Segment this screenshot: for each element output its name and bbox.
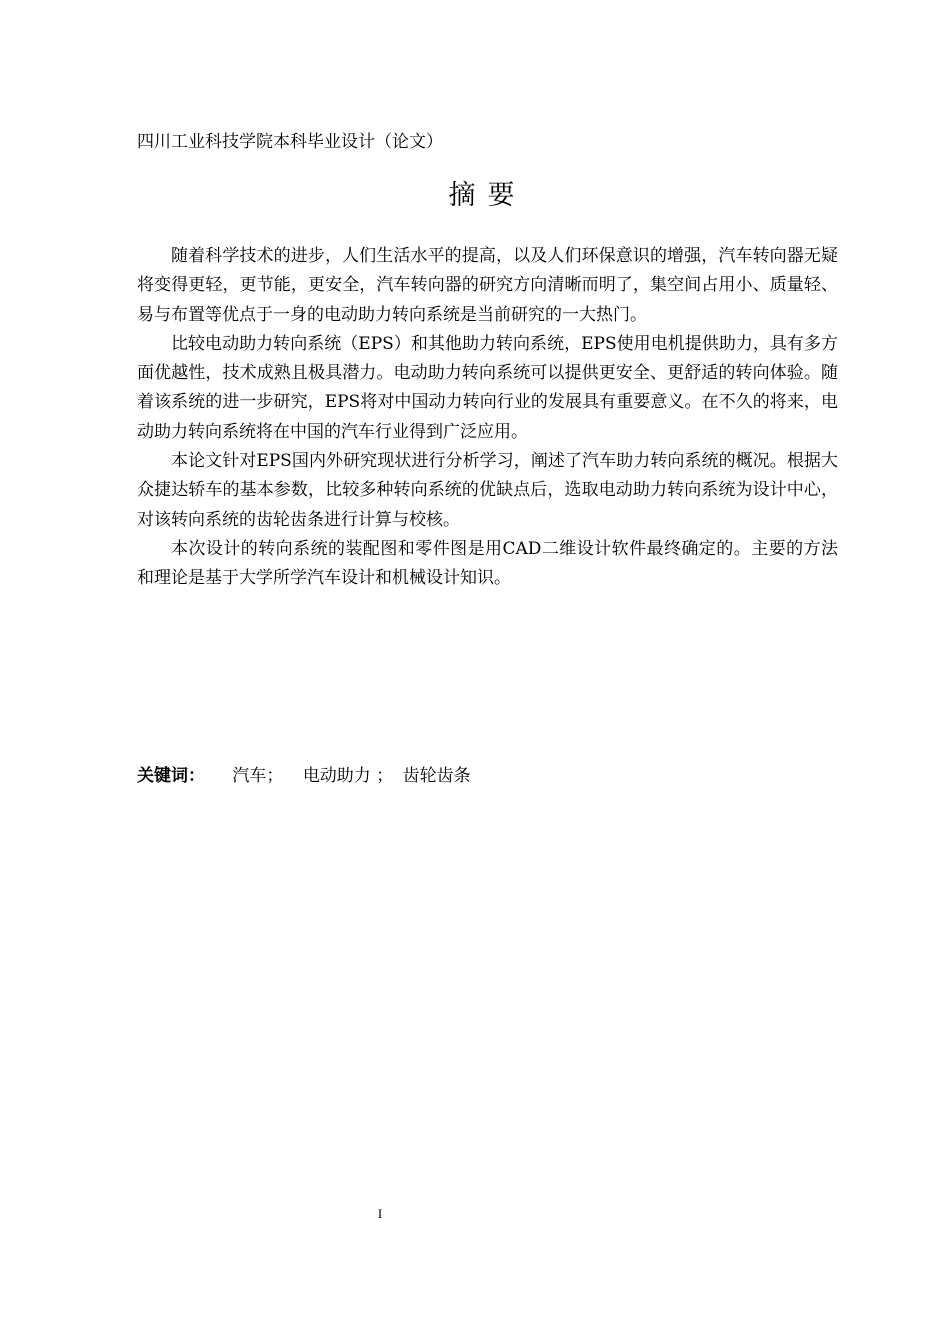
keywords-line (137, 763, 471, 789)
keyword-1: 汽车； (232, 766, 284, 786)
keywords-label: 关键词： (137, 766, 205, 786)
abstract-title: 摘要 (448, 180, 527, 211)
abstract-body (137, 242, 838, 594)
abstract-paragraph-4: 本次设计的转向系统的装配图和零件图是用CAD二维设计软件最终确定的。主要的方法和理论是基于大学所学汽车设计和机械设计知识。 (137, 538, 838, 589)
abstract-paragraph-1: 随着科学技术的进步，人们生活水平的提高，以及人们环保意识的增强，汽车转向器无疑将变得更轻，更节能，更安全，汽车转向器的研究方向清晰而明了，集空间占用小、质量轻、易与布置等优点于一身的电动助力转向系统是当前研究的一大热门。 (137, 246, 838, 325)
thesis-header: 四川工业科技学院本科毕业设计（论文） (137, 132, 443, 152)
abstract-paragraph-3: 本论文针对EPS国内外研究现状进行分析学习，阐述了汽车助力转向系统的概况。根据大众捷达轿车的基本参数，比较多种转向系统的优缺点后，选取电动助力转向系统为设计中心，对该转向系统的齿轮齿条进行计算与校核。 (137, 451, 838, 530)
page-number: I (377, 1206, 383, 1221)
keyword-3: 齿轮齿条 (402, 766, 471, 786)
abstract-paragraph-2: 比较电动助力转向系统（EPS）和其他助力转向系统，EPS使用电机提供助力，具有多方面优越性，技术成熟且极具潜力。电动助力转向系统可以提供更安全、更舒适的转向体验。随着该系统的进一步研究，EPS将对中国动力转向行业的发展具有重要意义。在不久的将来，电动助力转向系统将在中国的汽车行业得到广泛应用。 (137, 333, 838, 442)
keyword-2: 电动助力 ； (302, 766, 394, 786)
